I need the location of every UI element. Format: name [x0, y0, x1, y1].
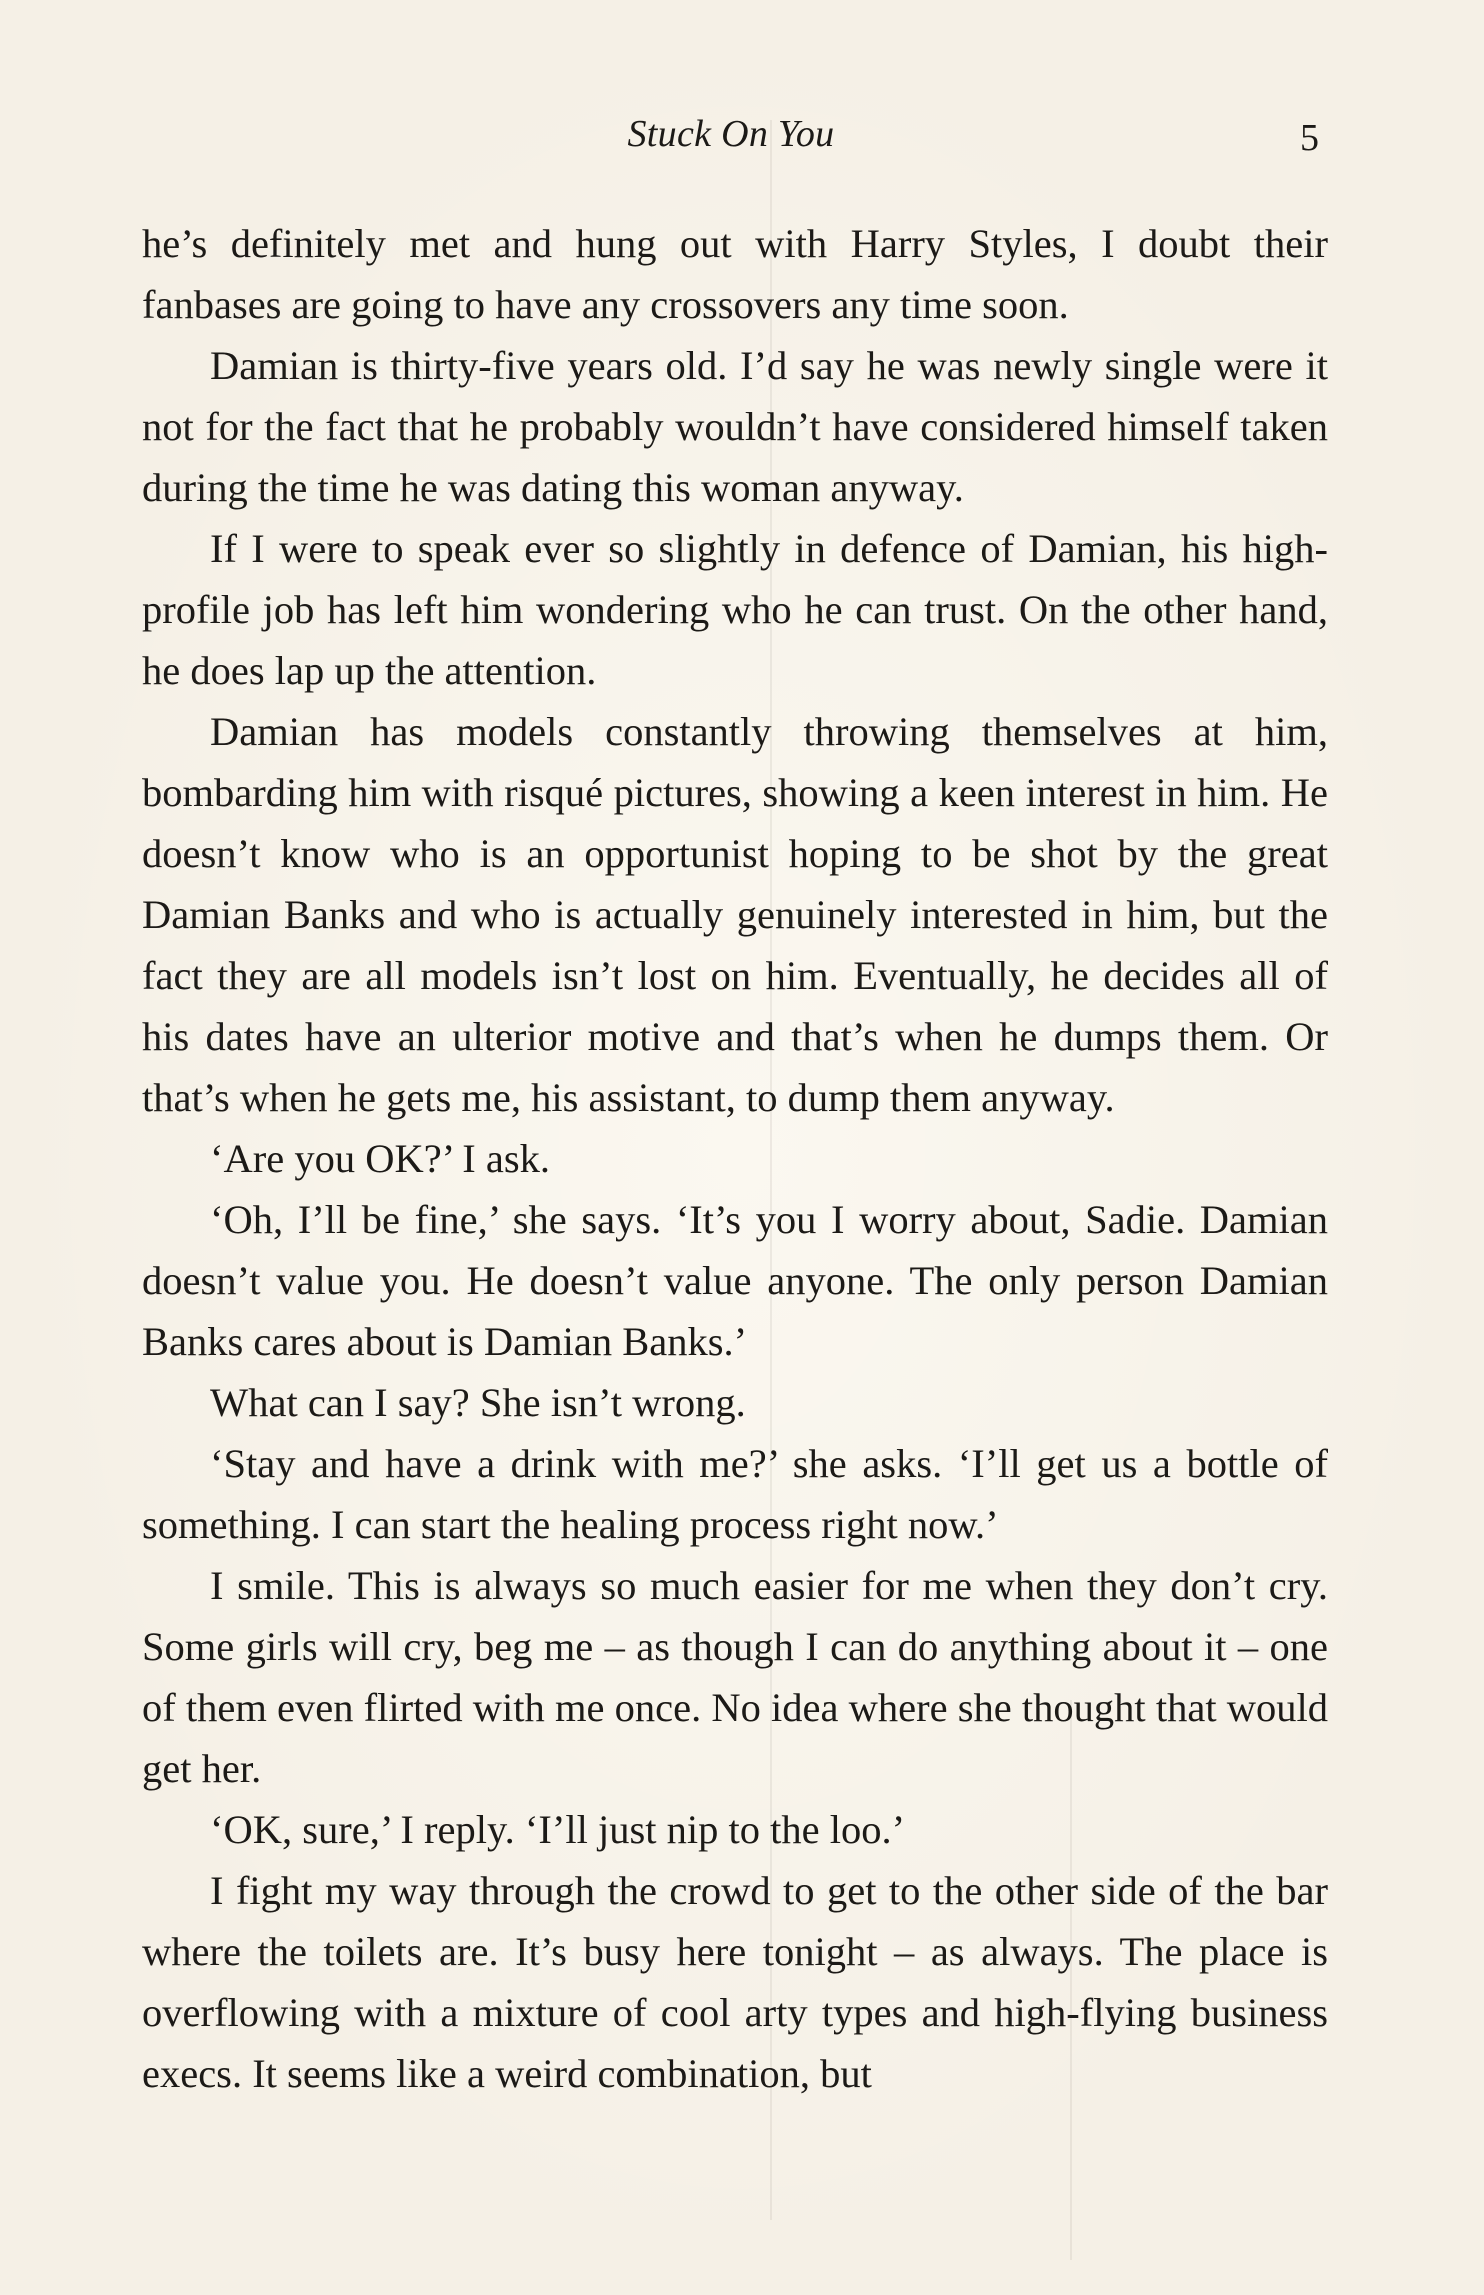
paragraph: I fight my way through the crowd to get to the other side of the bar where the toilets are. It’s busy here tonight – as always. The place is overflowing with a mixture of cool arty types and high-flying business execs. It seems like a weird combination, but	[142, 1868, 1328, 2096]
paragraph: What can I say? She isn’t wrong.	[210, 1380, 746, 1425]
paragraph: Damian has models constantly throwing themselves at him, bombarding him with risqué pictures, showing a keen interest in him. He doesn’t know who is an opportunist hoping to be shot by the great Damian Banks and who is actually genuinely interested in him, but the fact they are all models isn’t lost on him. Eventually, he decides all of his dates have an ulterior motive and that’s when he dumps them. Or that’s when he gets me, his assistant, to dump them anyway.	[142, 709, 1328, 1120]
paragraph: ‘Are you OK?’ I ask.	[210, 1136, 550, 1181]
paragraph: ‘OK, sure,’ I reply. ‘I’ll just nip to the loo.’	[210, 1807, 906, 1852]
paragraph: Damian is thirty-five years old. I’d say he was newly single were it not for the fact that he probably wouldn’t have considered himself taken during the time he was dating this woman anyway.	[142, 343, 1328, 510]
paragraph: ‘Stay and have a drink with me?’ she asks. ‘I’ll get us a bottle of something. I can start the healing process right now.’	[142, 1441, 1328, 1547]
paragraph: I smile. This is always so much easier for me when they don’t cry. Some girls will cry, beg me – as though I can do anything about it – one of them even flirted with me once. No idea where she thought that would get her.	[142, 1563, 1328, 1791]
body-text	[142, 213, 1328, 2104]
page-number: 5	[1300, 117, 1319, 159]
paragraph: he’s definitely met and hung out with Harry Styles, I doubt their fanbases are going to have any crossovers any time soon.	[142, 221, 1328, 327]
running-title: Stuck On You	[627, 113, 835, 155]
paragraph: ‘Oh, I’ll be fine,’ she says. ‘It’s you I worry about, Sadie. Damian doesn’t value you. He doesn’t value anyone. The only person Damian Banks cares about is Damian Banks.’	[142, 1197, 1328, 1364]
paragraph: If I were to speak ever so slightly in defence of Damian, his high-profile job has left him wondering who he can trust. On the other hand, he does lap up the attention.	[142, 526, 1328, 693]
